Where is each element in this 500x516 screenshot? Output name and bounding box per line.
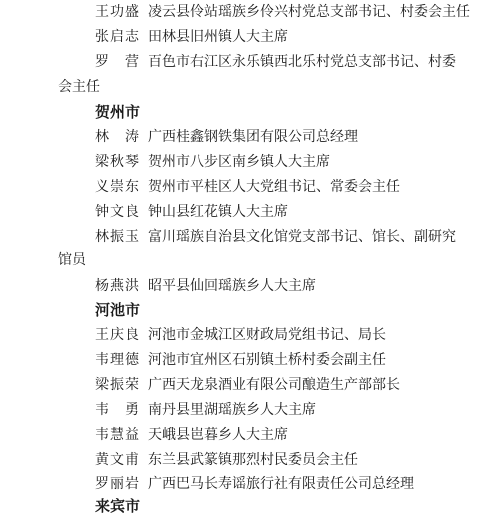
person-title: 贺州市八步区南乡镇人大主席 [148,154,330,170]
city-heading: 贺州市 [95,103,141,121]
person-name: 梁 秋 琴 [95,154,139,170]
person-title: 凌云县伶站瑶族乡伶兴村党总支部书记、村委会主任 [148,4,470,20]
person-name: 钟 文 良 [95,204,139,220]
person-title: 天峨县岜暮乡人大主席 [148,427,288,443]
person-name: 林 振 玉 [95,229,139,245]
person-title: 广西天龙泉酒业有限公司酿造生产部部长 [148,377,400,393]
person-title-continuation: 馆员 [58,252,86,268]
person-title: 贺州市平桂区人大党组书记、常委会主任 [148,179,400,195]
person-name: 王 庆 良 [95,327,139,343]
person-title: 河池市金城江区财政局党组书记、局长 [148,327,386,343]
person-name: 王 功 盛 [95,4,139,20]
person-name: 韦 慧 益 [95,427,139,443]
person-title: 田林县旧州镇人大主席 [148,29,288,45]
city-heading: 河池市 [95,301,141,319]
person-name: 张 启 志 [95,29,139,45]
person-title: 东兰县武篆镇那烈村民委员会主任 [148,452,358,468]
person-title: 钟山县红花镇人大主席 [148,204,288,220]
person-name: 罗 丽 岩 [95,476,139,492]
person-name: 韦 理 德 [95,352,139,368]
person-title: 河池市宜州区石别镇土桥村委会副主任 [148,352,386,368]
person-title: 南丹县里湖瑶族乡人大主席 [148,402,316,418]
person-name: 韦 勇 [95,402,139,418]
person-title-continuation: 会主任 [58,79,100,95]
person-title: 广西巴马长寿谣旅行社有限责任公司总经理 [148,476,414,492]
person-name: 梁 振 荣 [95,377,139,393]
person-name: 罗 营 [95,54,139,70]
person-title: 富川瑶族自治县文化馆党支部书记、馆长、副研究 [148,229,456,245]
person-name: 义 崇 东 [95,179,139,195]
person-name: 林 涛 [95,129,139,145]
person-name: 杨 燕 洪 [95,278,139,294]
person-title: 百色市右江区永乐镇西北乐村党总支部书记、村委 [148,54,456,70]
person-title: 昭平县仙回瑶族乡人大主席 [148,278,316,294]
person-name: 黄 文 甫 [95,452,139,468]
person-title: 广西桂鑫钢铁集团有限公司总经理 [148,129,358,145]
city-heading: 来宾市 [95,497,141,515]
